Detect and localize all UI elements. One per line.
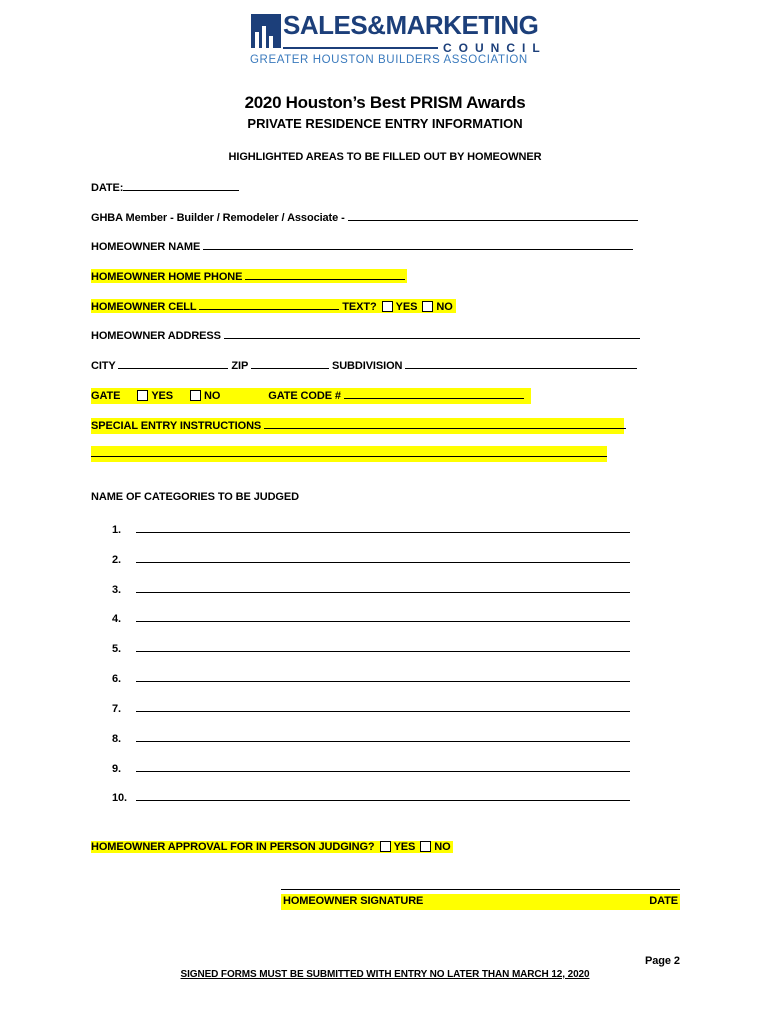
approval-no-label: NO <box>434 841 451 853</box>
text-yes-checkbox[interactable] <box>382 301 393 312</box>
approval-label: HOMEOWNER APPROVAL FOR IN PERSON JUDGING? <box>91 841 375 853</box>
category-row <box>112 641 632 655</box>
logo-council: COUNCIL <box>443 41 547 55</box>
approval-no-checkbox[interactable] <box>420 841 431 852</box>
gate-code-label: GATE CODE # <box>268 390 341 402</box>
signature-line[interactable] <box>281 889 680 890</box>
category-number: 1. <box>112 524 121 536</box>
address-field[interactable] <box>224 328 640 339</box>
text-no-label: NO <box>436 301 453 313</box>
cell-row <box>91 299 456 313</box>
subdivision-field[interactable] <box>405 358 637 369</box>
gate-row <box>91 388 531 404</box>
city-field[interactable] <box>118 358 228 369</box>
category-row <box>112 552 632 566</box>
signature-label: HOMEOWNER SIGNATURE <box>283 895 424 907</box>
category-row <box>112 731 632 745</box>
date-field[interactable] <box>123 180 239 191</box>
home-phone-field[interactable] <box>245 269 405 280</box>
special-instructions-line-2[interactable] <box>91 446 607 462</box>
text-yes-label: YES <box>395 301 418 313</box>
logo-rule <box>283 47 438 49</box>
category-row <box>112 522 632 536</box>
approval-yes-checkbox[interactable] <box>380 841 391 852</box>
ghba-field[interactable] <box>348 210 638 221</box>
category-field[interactable] <box>136 790 630 801</box>
gate-yes-checkbox[interactable] <box>137 390 148 401</box>
approval-yes-label: YES <box>393 841 416 853</box>
category-row <box>112 701 632 715</box>
category-number: 4. <box>112 613 121 625</box>
zip-field[interactable] <box>251 358 329 369</box>
gate-label: GATE <box>91 390 121 402</box>
instruction-text: HIGHLIGHTED AREAS TO BE FILLED OUT BY HOMEOWNER <box>228 151 542 163</box>
category-number: 2. <box>112 554 121 566</box>
category-row <box>112 611 632 625</box>
category-number: 10. <box>112 792 127 804</box>
category-field[interactable] <box>136 611 630 622</box>
logo-wordmark: SALES&MARKETING <box>283 10 539 40</box>
signature-date-label: DATE <box>649 895 678 907</box>
category-row <box>112 761 632 775</box>
special-instructions-field[interactable] <box>264 418 626 429</box>
category-number: 5. <box>112 643 121 655</box>
gate-yes-label: YES <box>151 390 174 402</box>
signature-row <box>281 894 680 910</box>
category-row <box>112 790 632 804</box>
category-field[interactable] <box>136 761 630 772</box>
cell-label: HOMEOWNER CELL <box>91 301 197 313</box>
category-number: 7. <box>112 703 121 715</box>
date-label: DATE: <box>91 182 124 194</box>
category-field[interactable] <box>136 701 630 712</box>
cell-field[interactable] <box>199 299 339 310</box>
text-no-checkbox[interactable] <box>422 301 433 312</box>
logo-mark <box>251 14 281 48</box>
subdivision-label: SUBDIVISION <box>331 360 403 372</box>
category-field[interactable] <box>136 671 630 682</box>
category-field[interactable] <box>136 641 630 652</box>
special-instructions-row <box>91 418 624 434</box>
gate-no-checkbox[interactable] <box>190 390 201 401</box>
category-row <box>112 671 632 685</box>
logo-association: GREATER HOUSTON BUILDERS ASSOCIATION <box>250 54 528 66</box>
category-number: 9. <box>112 763 121 775</box>
ghba-row <box>91 210 638 224</box>
home-phone-row <box>91 269 407 283</box>
category-number: 3. <box>112 584 121 596</box>
page-subtitle: PRIVATE RESIDENCE ENTRY INFORMATION <box>247 116 523 131</box>
category-field[interactable] <box>136 522 630 533</box>
category-row <box>112 582 632 596</box>
category-field[interactable] <box>136 552 630 563</box>
home-phone-label: HOMEOWNER HOME PHONE <box>91 271 243 283</box>
city-row <box>91 358 637 372</box>
approval-row <box>91 841 453 853</box>
city-label: CITY <box>91 360 116 372</box>
zip-label: ZIP <box>231 360 249 372</box>
category-number: 6. <box>112 673 121 685</box>
page-title: 2020 Houston’s Best PRISM Awards <box>244 93 526 112</box>
category-number: 8. <box>112 733 121 745</box>
address-label: HOMEOWNER ADDRESS <box>91 330 221 342</box>
category-field[interactable] <box>136 731 630 742</box>
special-instructions-label: SPECIAL ENTRY INSTRUCTIONS <box>91 420 262 432</box>
homeowner-name-field[interactable] <box>203 239 633 250</box>
text-label: TEXT? <box>342 301 377 313</box>
address-row <box>91 328 640 342</box>
page-number: Page 2 <box>645 955 680 967</box>
category-field[interactable] <box>136 582 630 593</box>
gate-no-label: NO <box>204 390 221 402</box>
ghba-label: GHBA Member - Builder / Remodeler / Associate - <box>91 212 345 224</box>
footer-note: SIGNED FORMS MUST BE SUBMITTED WITH ENTRY NO LATER THAN MARCH 12, 2020 <box>180 969 590 980</box>
categories-heading: NAME OF CATEGORIES TO BE JUDGED <box>91 491 299 503</box>
date-row <box>91 180 239 194</box>
homeowner-name-label: HOMEOWNER NAME <box>91 241 201 253</box>
homeowner-name-row <box>91 239 633 253</box>
gate-code-field[interactable] <box>344 388 524 399</box>
